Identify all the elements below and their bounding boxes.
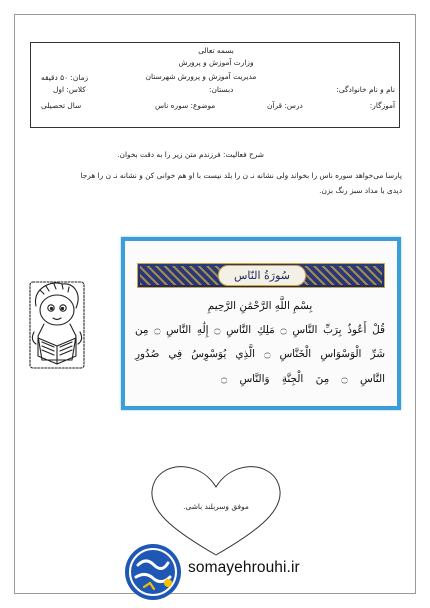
surah-verse-line-1: قُلْ أَعُوذُ بِرَبِّ النَّاسِ ۝ مَلِكِ النَّاسِ ۝ إِلَٰهِ النَّاسِ ۝ مِن — [135, 324, 385, 336]
surah-banner — [137, 263, 385, 288]
heart-message: موفق وسربلند باشی. — [183, 502, 249, 511]
header-ministry: وزارت آموزش و پرورش — [178, 58, 254, 67]
header-subject-label: درس: قرآن — [267, 101, 303, 110]
surah-verse-line-2: شَرِّ الْوَسْوَاسِ الْخَنَّاسِ ۝ الَّذِي يُوَسْوِسُ فِي صُدُورِ — [135, 348, 385, 360]
instructions-line1: پارسا می‌خواهد سوره ناس را بخواند ولی نشانه نـ ن را بلد نیست با او هم خوانی کن و نشانه نـ ن را هرجا — [80, 171, 402, 180]
surah-verse-line-3: النَّاسِ ۝ مِنَ الْجِنَّةِ وَالنَّاسِ ۝ — [221, 373, 386, 385]
header-year-label: سال تحصیلی — [41, 101, 82, 110]
header-time: زمان: ۵۰ دقیقه — [41, 73, 89, 82]
header-basmala: بسمه تعالی — [198, 46, 234, 55]
header-school-label: دبستان: — [209, 85, 234, 94]
somayeh-rouhi-logo-icon — [124, 543, 182, 601]
surah-bismillah: بِسْمِ اللَّهِ الرَّحْمَٰنِ الرَّحِيمِ — [207, 300, 313, 312]
boy-reading-illustration — [22, 276, 92, 376]
instructions-title: شرح فعالیت: فرزندم متن زیر را به دقت بخوان. — [117, 150, 264, 159]
worksheet-header — [30, 42, 400, 128]
surah-frame — [121, 237, 401, 410]
header-class-label: کلاس: اول — [53, 85, 86, 94]
instructions-line2: دیدی با مداد سبز رنگ بزن. — [319, 186, 402, 195]
header-teacher-label: آموزگار: — [369, 101, 395, 110]
header-office: مدیریت آموزش و پرورش شهرستان — [145, 72, 257, 81]
header-name-label: نام و نام خانوادگی: — [336, 85, 395, 94]
website-link[interactable]: somayehrouhi.ir — [188, 559, 300, 576]
header-topic-label: موضوع: سوره ناس — [155, 101, 216, 110]
surah-title: سُورَةُ النّاس — [218, 265, 306, 286]
